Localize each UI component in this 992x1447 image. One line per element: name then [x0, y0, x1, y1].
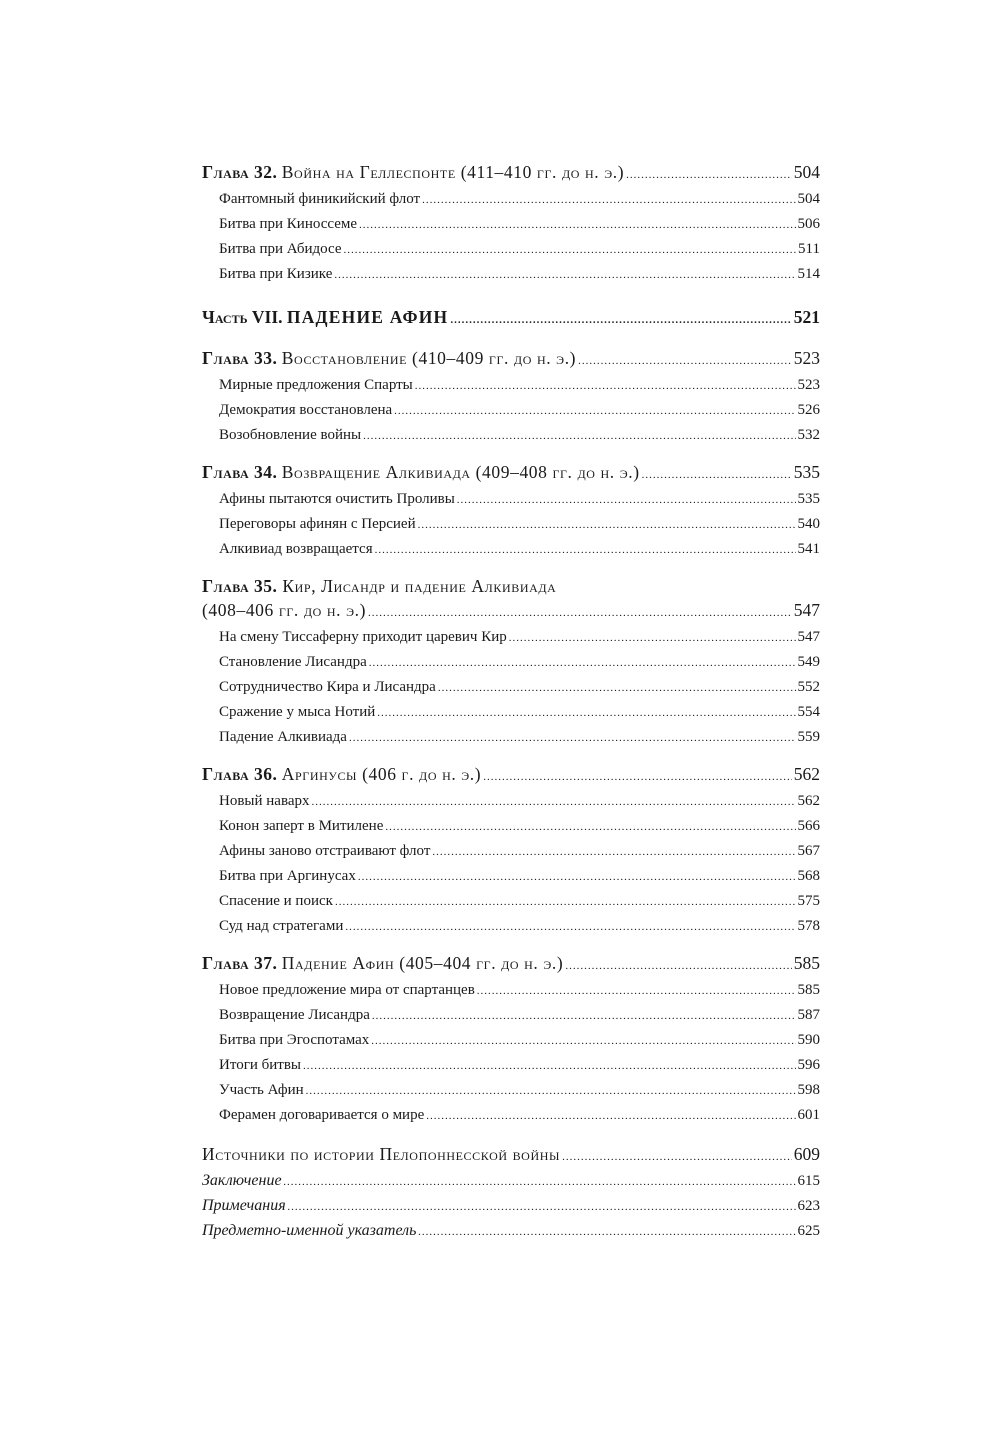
page-number: 609	[793, 1144, 820, 1164]
page-number: 587	[797, 1007, 820, 1023]
toc-entry-section[interactable]	[202, 398, 820, 423]
page-number: 514	[797, 266, 820, 282]
section-title: Возобновление войны	[219, 427, 362, 443]
entry-title: Источники по истории Пелопоннесской войны	[202, 1144, 561, 1164]
section-title: Битва при Кизике	[219, 266, 333, 282]
chapter-title: Возвращение Алкивиада (409–408 гг. до н. э.)	[281, 462, 640, 482]
page-number: 521	[793, 307, 820, 327]
page-number: 523	[797, 377, 820, 393]
part-title: ПАДЕНИЕ АФИН	[286, 307, 449, 327]
chapter-title-continued: (408–406 гг. до н. э.)	[202, 600, 367, 620]
toc-entry-section[interactable]	[202, 650, 820, 675]
dot-leader	[371, 1029, 795, 1053]
section-title: Афины пытаются очистить Проливы	[219, 491, 455, 507]
toc-entry-section[interactable]	[202, 700, 820, 725]
toc-entry-section[interactable]	[202, 789, 820, 814]
toc-entry-section[interactable]	[202, 237, 820, 262]
dot-leader	[565, 954, 791, 978]
section-title: Сражение у мыса Нотий	[219, 704, 376, 720]
page-number: 541	[797, 541, 820, 557]
toc-entry-section[interactable]	[202, 814, 820, 839]
page-number: 540	[797, 516, 820, 532]
dot-leader	[334, 263, 795, 287]
page-number: 585	[797, 982, 820, 998]
table-of-contents	[202, 160, 820, 1244]
dot-leader	[626, 163, 792, 187]
page-number: 598	[797, 1082, 820, 1098]
toc-entry-section[interactable]	[202, 537, 820, 562]
toc-entry-section[interactable]	[202, 1078, 820, 1103]
page-number: 623	[797, 1198, 820, 1214]
section-title: Сотрудничество Кира и Лисандра	[219, 679, 436, 695]
page-number: 535	[793, 462, 820, 482]
section-title: Спасение и поиск	[219, 893, 333, 909]
dot-leader	[483, 765, 792, 789]
dot-leader	[345, 915, 795, 939]
dot-leader	[426, 1104, 795, 1128]
dot-leader	[422, 188, 795, 212]
dot-leader	[303, 1054, 796, 1078]
chapter-label: Глава 33.	[202, 348, 278, 368]
dot-leader	[369, 651, 796, 675]
chapter-title: Кир, Лисандр и падение Алкивиада	[282, 576, 557, 596]
toc-entry-section[interactable]	[202, 675, 820, 700]
chapter-label: Глава 36.	[202, 764, 278, 784]
dot-leader	[306, 1079, 796, 1103]
dot-leader	[372, 1004, 796, 1028]
dot-leader	[418, 513, 796, 537]
dot-leader	[375, 538, 796, 562]
page-number: 562	[793, 764, 820, 784]
toc-entry-chapter-33[interactable]	[202, 346, 820, 373]
toc-entry-section[interactable]	[202, 212, 820, 237]
page-number: 590	[797, 1032, 820, 1048]
toc-entry-section[interactable]	[202, 487, 820, 512]
section-title: Мирные предложения Спарты	[219, 377, 413, 393]
page-number: 568	[797, 868, 820, 884]
page-number: 547	[793, 600, 820, 620]
section-title: Фантомный финикийский флот	[219, 191, 421, 207]
chapter-title: Восстановление (410–409 гг. до н. э.)	[281, 348, 577, 368]
dot-leader	[394, 399, 795, 423]
dot-leader	[438, 676, 796, 700]
entry-title: Примечания	[202, 1197, 286, 1214]
page-number: 535	[797, 491, 820, 507]
dot-leader	[562, 1145, 792, 1169]
toc-entry-sources[interactable]	[202, 1142, 820, 1169]
chapter-title: Война на Геллеспонте (411–410 гг. до н. э.)	[281, 162, 625, 182]
toc-entry-section[interactable]	[202, 978, 820, 1003]
toc-entry-part-7[interactable]	[202, 305, 820, 332]
page-number: 585	[793, 953, 820, 973]
chapter-title: Падение Афин (405–404 гг. до н. э.)	[281, 953, 564, 973]
page-number: 511	[798, 241, 820, 257]
dot-leader	[358, 865, 796, 889]
page-number: 575	[797, 893, 820, 909]
entry-title: Предметно-именной указатель	[202, 1222, 417, 1239]
page-number: 567	[797, 843, 820, 859]
page-number: 559	[797, 729, 820, 745]
dot-leader	[359, 213, 795, 237]
toc-entry-section[interactable]	[202, 889, 820, 914]
toc-entry-chapter-34[interactable]	[202, 460, 820, 487]
toc-entry-section[interactable]	[202, 625, 820, 650]
dot-leader	[457, 488, 796, 512]
page-number: 625	[797, 1223, 820, 1239]
section-title: Битва при Абидосе	[219, 241, 342, 257]
toc-entry-section[interactable]	[202, 1053, 820, 1078]
dot-leader	[477, 979, 796, 1003]
section-title: Суд над стратегами	[219, 918, 344, 934]
toc-entry-chapter-35[interactable]	[202, 598, 820, 625]
page-number: 504	[793, 162, 820, 182]
toc-entry-section[interactable]	[202, 839, 820, 864]
chapter-title: Аргинусы (406 г. до н. э.)	[281, 764, 482, 784]
dot-leader	[363, 424, 795, 448]
section-title: Итоги битвы	[219, 1057, 301, 1073]
chapter-label: Глава 34.	[202, 462, 278, 482]
dot-leader	[349, 726, 796, 750]
dot-leader	[418, 1220, 795, 1244]
section-title: Конон заперт в Митилене	[219, 818, 384, 834]
page-number: 532	[797, 427, 820, 443]
section-title: Падение Алкивиада	[219, 729, 347, 745]
dot-leader	[344, 238, 797, 262]
toc-entry-section[interactable]	[202, 864, 820, 889]
page-number: 601	[797, 1107, 820, 1123]
section-title: Переговоры афинян с Персией	[219, 516, 416, 532]
page-number: 549	[797, 654, 820, 670]
toc-entry-section[interactable]	[202, 914, 820, 939]
toc-entry-section[interactable]	[202, 373, 820, 398]
page-number: 578	[797, 918, 820, 934]
page-number: 615	[797, 1173, 820, 1189]
chapter-label: Глава 37.	[202, 953, 278, 973]
section-title: Участь Афин	[219, 1082, 304, 1098]
toc-entry-notes[interactable]	[202, 1194, 820, 1219]
page-number: 554	[797, 704, 820, 720]
section-title: Новое предложение мира от спартанцев	[219, 982, 475, 998]
page-number: 547	[797, 629, 820, 645]
page-number: 506	[797, 216, 820, 232]
toc-entry-section[interactable]	[202, 187, 820, 212]
toc-entry-section[interactable]	[202, 1028, 820, 1053]
toc-entry-chapter-32[interactable]	[202, 160, 820, 187]
dot-leader	[509, 626, 796, 650]
section-title: На смену Тиссаферну приходит царевич Кир	[219, 629, 507, 645]
page-number: 523	[793, 348, 820, 368]
toc-entry-chapter-35-line1[interactable]	[202, 574, 820, 598]
section-title: Битва при Эгоспотамах	[219, 1032, 370, 1048]
section-title: Демократия восстановлена	[219, 402, 393, 418]
dot-leader	[385, 815, 795, 839]
dot-leader	[450, 308, 791, 332]
chapter-label: Глава 32.	[202, 162, 278, 182]
dot-leader	[288, 1195, 796, 1219]
section-title: Битва при Киноссеме	[219, 216, 358, 232]
dot-leader	[642, 463, 792, 487]
dot-leader	[368, 601, 792, 625]
section-title: Алкивиад возвращается	[219, 541, 373, 557]
section-title: Новый наварх	[219, 793, 310, 809]
toc-entry-section[interactable]	[202, 725, 820, 750]
toc-entry-index[interactable]	[202, 1219, 820, 1244]
dot-leader	[312, 790, 796, 814]
toc-entry-section[interactable]	[202, 423, 820, 448]
page-number: 596	[797, 1057, 820, 1073]
page-number: 504	[797, 191, 820, 207]
chapter-label: Глава 35.	[202, 576, 278, 596]
section-title: Возвращение Лисандра	[219, 1007, 370, 1023]
dot-leader	[578, 349, 792, 373]
toc-entry-conclusion[interactable]	[202, 1169, 820, 1194]
dot-leader	[415, 374, 796, 398]
part-label: Часть VII.	[202, 307, 283, 327]
section-title: Битва при Аргинусах	[219, 868, 356, 884]
toc-entry-chapter-36[interactable]	[202, 762, 820, 789]
dot-leader	[377, 701, 795, 725]
toc-entry-section[interactable]	[202, 1103, 820, 1128]
toc-entry-section[interactable]	[202, 262, 820, 287]
dot-leader	[335, 890, 796, 914]
page-number: 552	[797, 679, 820, 695]
page-number: 526	[797, 402, 820, 418]
dot-leader	[284, 1170, 796, 1194]
toc-entry-chapter-37[interactable]	[202, 951, 820, 978]
section-title: Становление Лисандра	[219, 654, 367, 670]
page-number: 562	[797, 793, 820, 809]
section-title: Ферамен договаривается о мире	[219, 1107, 425, 1123]
toc-entry-section[interactable]	[202, 1003, 820, 1028]
entry-title: Заключение	[202, 1172, 282, 1189]
page-number: 566	[797, 818, 820, 834]
dot-leader	[432, 840, 795, 864]
section-title: Афины заново отстраивают флот	[219, 843, 431, 859]
toc-entry-section[interactable]	[202, 512, 820, 537]
